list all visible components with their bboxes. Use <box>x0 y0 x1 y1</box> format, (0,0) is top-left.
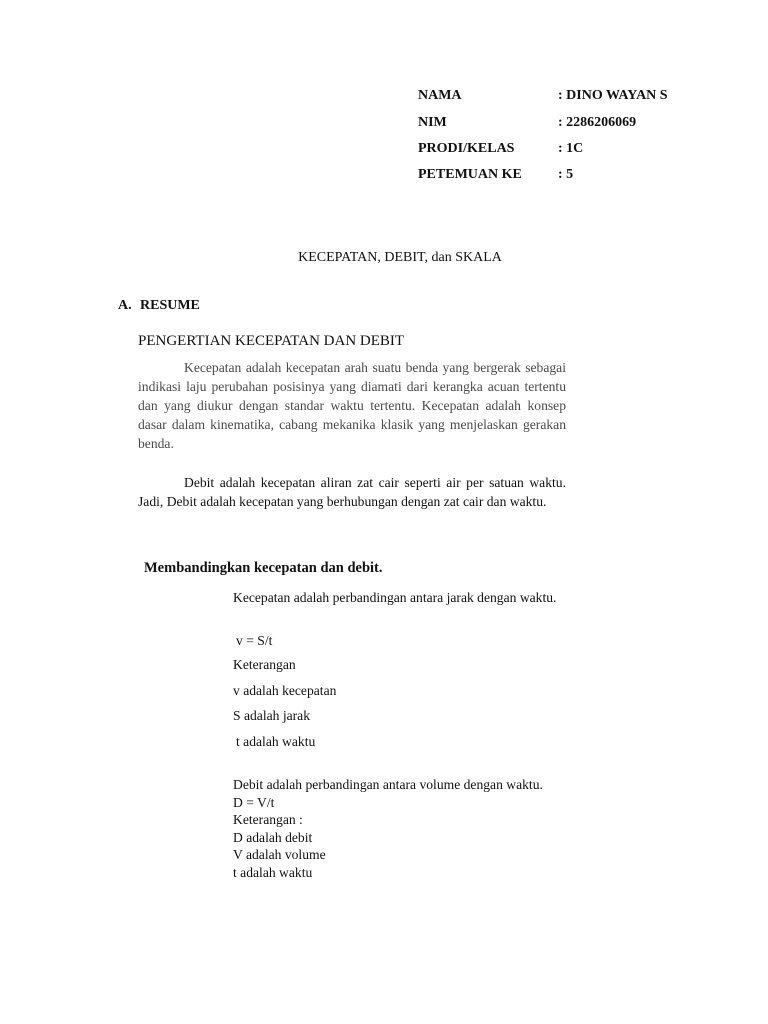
section-number: A. <box>118 298 132 313</box>
info-label: PRODI/KELAS <box>418 141 515 156</box>
debit-definition: Debit adalah perbandingan antara volume dengan waktu. <box>233 777 543 792</box>
section-label: RESUME <box>140 298 200 313</box>
info-label: NAMA <box>418 88 462 103</box>
debit-item: V adalah volume <box>233 847 326 862</box>
info-label: PETEMUAN KE <box>418 167 522 182</box>
subheading: PENGERTIAN KECEPATAN DAN DEBIT <box>138 333 405 349</box>
paragraph-kecepatan: Kecepatan adalah kecepatan arah suatu benda yang bergerak sebagai indikasi laju perubahan posisinya yang diamati dari kerangka acuan tertentu dan yang diukur dengan standar waktu tertentu. Kecepatan adalah konsep dasar dalam kinematika, cabang mekanika klasik yang menjelaskan gerakan benda. <box>138 360 566 451</box>
info-value: : DINO WAYAN S <box>558 88 668 103</box>
kecepatan-item: t adalah waktu <box>236 734 316 749</box>
debit-item: t adalah waktu <box>233 864 313 880</box>
debit-block <box>233 776 543 881</box>
compare-heading: Membandingkan kecepatan dan debit. <box>144 560 383 576</box>
debit-item: D adalah debit <box>233 829 313 845</box>
info-label: NIM <box>418 115 447 130</box>
paragraph-debit: Debit adalah kecepatan aliran zat cair seperti air per satuan waktu. Jadi, Debit adalah kecepatan yang berhubungan dengan zat cair dan waktu. <box>138 475 566 509</box>
kecepatan-item: v adalah kecepatan <box>233 683 337 698</box>
kecepatan-formula: v = S/t <box>236 633 273 648</box>
document-title: KECEPATAN, DEBIT, dan SKALA <box>298 250 502 265</box>
info-value: : 2286206069 <box>558 115 637 130</box>
kecepatan-keterangan: Keterangan <box>233 657 296 672</box>
kecepatan-definition: Kecepatan adalah perbandingan antara jarak dengan waktu. <box>233 590 557 605</box>
debit-keterangan: Keterangan : <box>233 812 303 827</box>
info-value: : 5 <box>558 167 574 182</box>
section-heading <box>118 298 200 314</box>
kecepatan-item: S adalah jarak <box>233 708 310 723</box>
debit-formula: D = V/t <box>233 794 275 810</box>
info-value: : 1C <box>558 141 584 156</box>
